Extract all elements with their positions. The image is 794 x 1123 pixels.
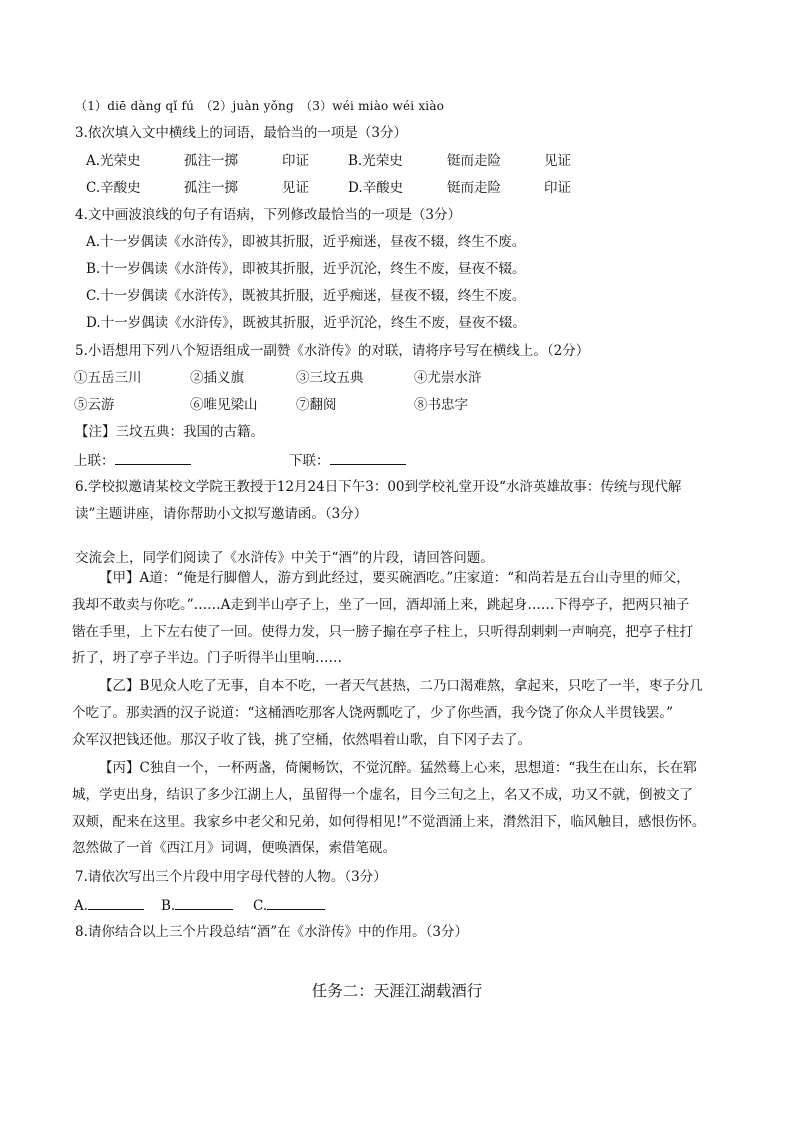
- passage-jia: [72, 565, 732, 672]
- q3-option-b-2: 铤而走险: [447, 153, 501, 169]
- passage-yi-line: 【乙】B见众人吃了无事，自本不吃，一者天气甚热，二乃口渴难熬，拿起来，只吃了一半，枣子分几: [99, 678, 703, 694]
- q4-option-a: A.十一岁偶读《水浒传》，即被其折服，近乎痴迷，昼夜不辍，终生不废。: [86, 234, 526, 250]
- q7-blank-c[interactable]: [267, 895, 325, 910]
- q3-option-d-1: D.辛酸史: [348, 180, 404, 196]
- task-two-title: 任务二：天涯江湖载酒行: [311, 982, 483, 1000]
- q7-blank-b[interactable]: [175, 895, 233, 910]
- passage-bing-line: 城，学吏出身，结识了多少江湖上人，虽留得一个虚名，目今三旬之上，名又不成，功又不就，倒被文了: [72, 786, 693, 803]
- q3-option-a-1: A.光荣史: [86, 153, 141, 169]
- q4-option-c: C.十一岁偶读《水浒传》，既被其折服，近乎痴迷，昼夜不辍，终生不废。: [86, 288, 526, 304]
- reading-intro: 交流会上，同学们阅读了《水浒传》中关于“酒”的片段，请回答问题。: [75, 550, 494, 566]
- q7-blank-a[interactable]: [88, 895, 144, 910]
- q7-label-c: C.: [253, 898, 268, 914]
- passage-jia-line: 【甲】A道：“俺是行脚僧人，游方到此经过，要买碗酒吃。”庄家道：“和尚若是五台山寺里的师父，: [99, 570, 690, 586]
- q7-label-b: B.: [161, 898, 176, 914]
- passage-jia-line: 锴在手里，上下左右使了一回。使得力发，只一膀子搧在亭子柱上，只听得刮剌剌一声响亮，把亭子柱打: [72, 623, 693, 640]
- upper-couplet-blank[interactable]: [115, 450, 191, 465]
- passage-jia-line: 折了，坍了亭子半边。门子听得半山里响……: [72, 650, 342, 667]
- q5-phrase-1: ①五岳三川: [74, 370, 142, 386]
- question-4-stem: 4.文中画波浪线的句子有语病，下列修改最恰当的一项是（3分）: [75, 207, 461, 223]
- q3-option-d-3: 印证: [544, 180, 571, 196]
- passage-bing-line: 【丙】C独自一个，一杯两盏，倚阑畅饮，不觉沉醉。猛然蓦上心来，思想道：“我生在山东，长在郓: [99, 760, 697, 776]
- q5-phrase-7: ⑦翻阅: [296, 397, 337, 413]
- q7-label-a: A.: [74, 898, 89, 914]
- q3-option-d-2: 铤而走险: [447, 180, 501, 196]
- q3-option-b-1: B.光荣史: [348, 153, 403, 169]
- question-5-stem: 5.小语想用下列八个短语组成一副赞《水浒传》的对联，请将序号写在横线上。（2分）: [75, 343, 590, 359]
- passage-yi-line: 众军汉把钱还他。那汉子收了钱，挑了空桶，依然唱着山歌，自下冈子去了。: [72, 731, 531, 748]
- passage-yi: [72, 673, 732, 753]
- q3-option-c-3: 见证: [282, 180, 309, 196]
- q5-phrase-4: ④尤崇水浒: [414, 370, 482, 386]
- q7-answer-c[interactable]: [253, 895, 325, 916]
- upper-couplet-label: 上联：: [74, 453, 115, 469]
- passage-bing-line: 忽然做了一首《西江月》词调，便唤酒保，索借笔砚。: [72, 840, 396, 857]
- question-7-stem: 7.请依次写出三个片段中用字母代替的人物。（3分）: [75, 869, 387, 885]
- pinyin-answers: （1）diē dàng qǐ fú （2）juàn yǒng （3）wéi miào wéi xiào: [75, 99, 445, 113]
- passage-yi-line: 个吃了。那卖酒的汉子说道：“这桶酒吃那客人饶两瓢吃了，少了你些酒，我今饶了你众人半贯钱罢。”: [72, 704, 674, 721]
- q4-option-d: D.十一岁偶读《水浒传》，既被其折服，近乎沉沦，终生不废，昼夜不辍。: [86, 315, 526, 331]
- q5-phrase-5: ⑤云游: [74, 397, 115, 413]
- q7-answer-b[interactable]: [161, 895, 233, 916]
- q7-answer-a[interactable]: [74, 895, 144, 916]
- q3-option-b-3: 见证: [544, 153, 571, 169]
- q5-phrase-3: ③三坟五典: [296, 370, 364, 386]
- passage-bing: [72, 755, 732, 862]
- lower-couplet-field[interactable]: [289, 450, 406, 471]
- question-3-stem: 3.依次填入文中横线上的词语，最恰当的一项是（3分）: [75, 125, 407, 141]
- q3-option-c-1: C.辛酸史: [86, 180, 141, 196]
- q3-option-c-2: 孤注一掷: [184, 180, 238, 196]
- q3-option-a-2: 孤注一掷: [184, 153, 238, 169]
- q5-phrase-6: ⑥唯见梁山: [190, 397, 258, 413]
- q4-option-b: B.十一岁偶读《水浒传》，即被其折服，近乎沉沦，终生不废，昼夜不辍。: [86, 261, 526, 277]
- question-8-stem: 8.请你结合以上三个片段总结“酒”在《水浒传》中的作用。（3分）: [75, 924, 469, 940]
- q5-note: 【注】三坟五典：我国的古籍。: [75, 424, 264, 440]
- q5-phrase-8: ⑧书忠字: [414, 397, 468, 413]
- lower-couplet-label: 下联：: [289, 453, 330, 469]
- question-6-line-1: 6.学校拟邀请某校文学院王教授于12月24日下午3：00到学校礼堂开设“水浒英雄故事：传统与现代解: [75, 479, 682, 495]
- lower-couplet-blank[interactable]: [330, 450, 406, 465]
- question-6-line-2: 读”主题讲座，请你帮助小文拟写邀请函。（3分）: [75, 506, 368, 522]
- q3-option-a-3: 印证: [282, 153, 309, 169]
- upper-couplet-field[interactable]: [74, 450, 191, 471]
- passage-bing-line: 双颊，配来在这里。我家乡中老父和兄弟，如何得相见!”不觉酒涌上来，潸然泪下，临风触目，感恨伤怀。: [72, 813, 706, 830]
- passage-jia-line: 我却不敢卖与你吃。”……A走到半山亭子上，坐了一回，酒却涌上来，跳起身……下得亭子，把两只袖子: [72, 596, 690, 613]
- q5-phrase-2: ②插义旗: [190, 370, 244, 386]
